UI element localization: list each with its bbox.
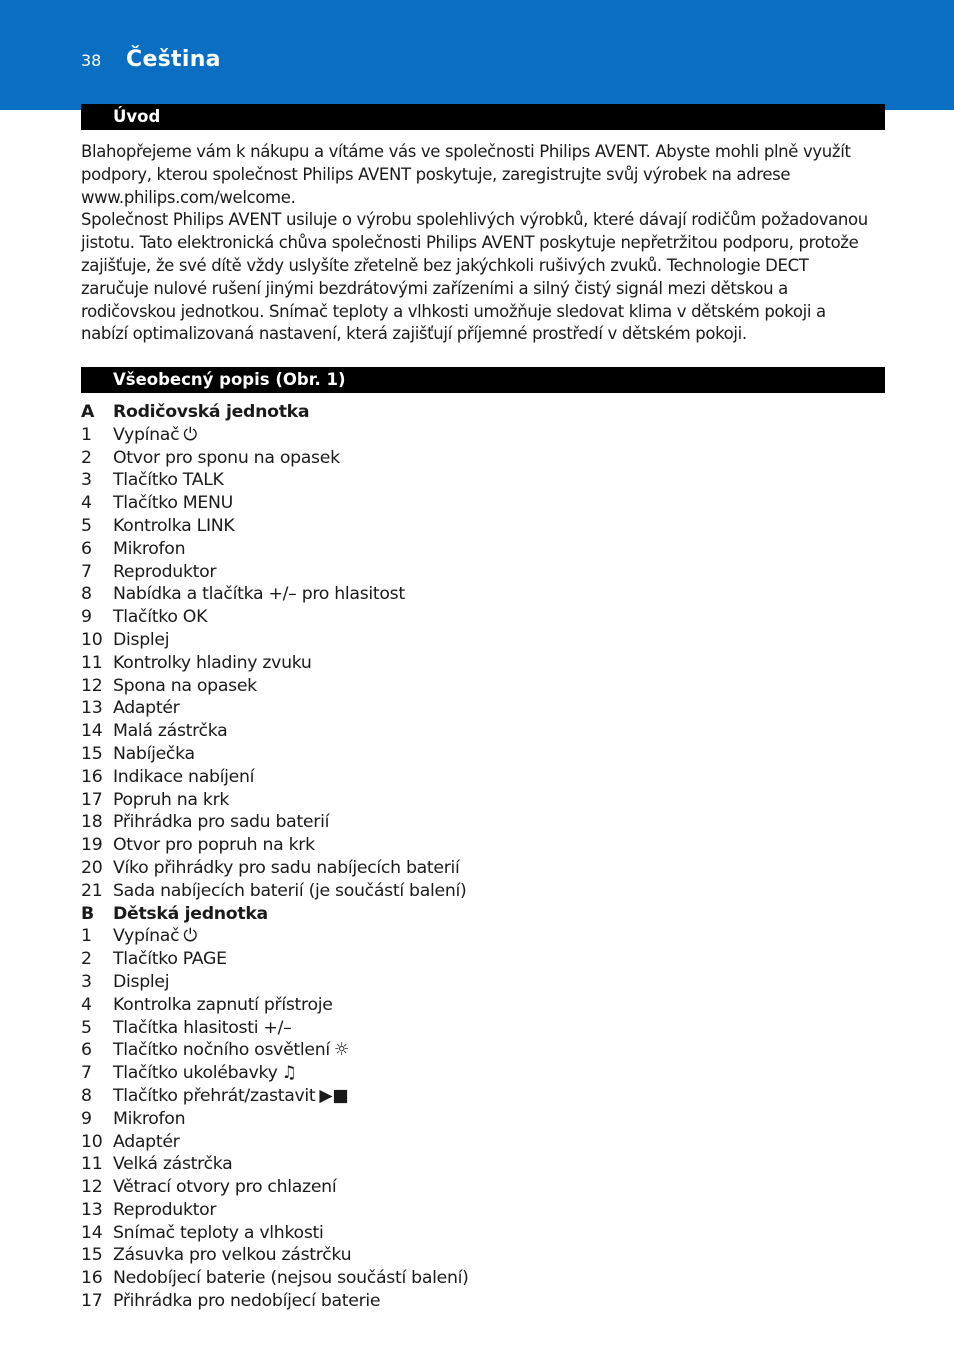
item-label: Sada nabíjecích baterií (je součástí balení) <box>113 880 467 901</box>
item-number: 4 <box>81 493 92 514</box>
list-item <box>81 515 861 538</box>
item-label: Víko přihrádky pro sadu nabíjecích baterií <box>113 857 460 878</box>
group-title: Dětská jednotka <box>113 903 268 924</box>
list-item <box>81 880 861 903</box>
list-item <box>81 1222 861 1245</box>
item-label: Přihrádka pro nedobíjecí baterie <box>113 1291 381 1312</box>
item-number: 16 <box>81 1268 103 1289</box>
item-number: 16 <box>81 766 103 787</box>
list-item <box>81 789 861 812</box>
list-item <box>81 1108 861 1131</box>
list-item <box>81 652 861 675</box>
list-item <box>81 1244 861 1267</box>
item-number: 13 <box>81 698 103 719</box>
intro-paragraph: Společnost Philips AVENT usiluje o výrobu spolehlivých výrobků, které dávají rodičům požadovanou jistotu. Tato elektronická chůva společnosti Philips AVENT poskytuje nepřetržitou podporu, protože zajišťuje, že své dítě vždy uslyšíte zřetelně bez jakýchkoli rušivých zvuků. Technologie DECT zaručuje nulové rušení jinými bezdrátovými zařízeními a silný čistý signál mezi dětskou a rodičovskou jednotkou. Snímač teploty a vlhkosti umožňuje sledovat klima v dětském pokoji a nabízí optimalizovaná nastavení, která zajišťují příjemné prostředí v dětském pokoji. <box>81 210 868 344</box>
item-number: 10 <box>81 629 103 650</box>
item-number: 13 <box>81 1199 103 1220</box>
list-item <box>81 1085 861 1108</box>
item-number: 14 <box>81 721 103 742</box>
section-heading-intro: Úvod <box>81 104 885 130</box>
item-label: Malá zástrčka <box>113 721 228 742</box>
item-label: Tlačítko přehrát/zastavit ▶■ <box>113 1085 349 1106</box>
list-item <box>81 994 861 1017</box>
item-label: Nabíječka <box>113 743 195 764</box>
item-number: 15 <box>81 1245 103 1266</box>
list-item <box>81 1153 861 1176</box>
item-label: Adaptér <box>113 1131 180 1152</box>
item-label: Indikace nabíjení <box>113 766 255 787</box>
item-label: Tlačítko MENU <box>113 493 233 514</box>
list-item <box>81 743 861 766</box>
item-label: Nedobíjecí baterie (nejsou součástí balení) <box>113 1268 469 1289</box>
list-item <box>81 697 861 720</box>
item-label: Kontrolka LINK <box>113 515 235 536</box>
item-symbol-icon: ⏻ <box>183 926 197 947</box>
item-label: Adaptér <box>113 698 180 719</box>
item-number: 5 <box>81 515 92 536</box>
item-number: 7 <box>81 561 92 582</box>
item-number: 4 <box>81 994 92 1015</box>
item-number: 1 <box>81 424 92 445</box>
item-symbol-icon: ☼ <box>333 1040 350 1061</box>
list-item <box>81 811 861 834</box>
list-item <box>81 857 861 880</box>
list-item <box>81 469 861 492</box>
item-number: 8 <box>81 1085 92 1106</box>
list-item <box>81 538 861 561</box>
list-item <box>81 834 861 857</box>
item-number: 20 <box>81 857 103 878</box>
item-label: Nabídka a tlačítka +/– pro hlasitost <box>113 584 405 605</box>
list-item <box>81 1017 861 1040</box>
item-label: Kontrolka zapnutí přístroje <box>113 994 333 1015</box>
list-item <box>81 1290 861 1313</box>
item-number: 3 <box>81 470 92 491</box>
list-item <box>81 1176 861 1199</box>
list-item <box>81 1199 861 1222</box>
list-item <box>81 925 861 948</box>
group-letter: B <box>81 903 94 924</box>
item-label: Zásuvka pro velkou zástrčku <box>113 1245 352 1266</box>
item-number: 5 <box>81 1017 92 1038</box>
item-label: Vypínač ⏻ <box>113 926 197 947</box>
item-symbol-icon: ⏻ <box>183 424 197 445</box>
item-number: 10 <box>81 1131 103 1152</box>
group-title: Rodičovská jednotka <box>113 402 310 422</box>
list-item <box>81 1267 861 1290</box>
item-label: Displej <box>113 629 170 650</box>
page-number: 38 <box>81 51 102 70</box>
item-number: 9 <box>81 607 92 628</box>
item-label: Tlačítko TALK <box>113 470 224 491</box>
item-number: 1 <box>81 926 92 947</box>
parts-list <box>81 401 861 1313</box>
item-number: 11 <box>81 652 103 673</box>
item-number: 12 <box>81 675 103 696</box>
item-label: Popruh na krk <box>113 789 230 810</box>
item-label: Displej <box>113 971 170 992</box>
item-label: Mikrofon <box>113 538 186 559</box>
item-label: Velká zástrčka <box>113 1154 233 1175</box>
item-number: 17 <box>81 1291 103 1312</box>
item-number: 19 <box>81 835 103 856</box>
item-number: 2 <box>81 949 92 970</box>
item-number: 8 <box>81 584 92 605</box>
item-label: Spona na opasek <box>113 675 257 696</box>
list-item <box>81 1131 861 1154</box>
baby-unit-heading <box>81 903 861 926</box>
item-label: Kontrolky hladiny zvuku <box>113 652 312 673</box>
language-title: Čeština <box>126 47 221 72</box>
list-item <box>81 606 861 629</box>
list-item <box>81 583 861 606</box>
item-label: Tlačítko ukolébavky ♫ <box>113 1063 297 1084</box>
item-label: Tlačítko nočního osvětlení ☼ <box>113 1040 350 1061</box>
list-item <box>81 971 861 994</box>
section-heading-description: Všeobecný popis (Obr. 1) <box>81 367 885 393</box>
item-label: Přihrádka pro sadu baterií <box>113 812 330 833</box>
list-item <box>81 766 861 789</box>
list-item <box>81 561 861 584</box>
item-label: Tlačítko PAGE <box>113 949 227 970</box>
intro-text <box>81 141 871 346</box>
item-label: Otvor pro popruh na krk <box>113 835 315 856</box>
list-item <box>81 948 861 971</box>
list-item <box>81 492 861 515</box>
list-item <box>81 675 861 698</box>
item-label: Reproduktor <box>113 1199 217 1220</box>
item-label: Tlačítko OK <box>113 607 208 628</box>
item-number: 3 <box>81 971 92 992</box>
item-label: Snímač teploty a vlhkosti <box>113 1222 324 1243</box>
list-item <box>81 424 861 447</box>
item-number: 12 <box>81 1177 103 1198</box>
item-number: 21 <box>81 880 103 901</box>
item-number: 6 <box>81 1040 92 1061</box>
item-label: Reproduktor <box>113 561 217 582</box>
item-label: Mikrofon <box>113 1108 186 1129</box>
item-number: 6 <box>81 538 92 559</box>
item-number: 7 <box>81 1063 92 1084</box>
group-letter: A <box>81 402 95 422</box>
list-item <box>81 629 861 652</box>
item-label: Tlačítka hlasitosti +/– <box>113 1017 292 1038</box>
item-number: 15 <box>81 743 103 764</box>
item-number: 18 <box>81 812 103 833</box>
list-item <box>81 720 861 743</box>
list-item <box>81 1039 861 1062</box>
item-label: Vypínač ⏻ <box>113 424 197 445</box>
item-label: Otvor pro sponu na opasek <box>113 447 340 468</box>
intro-paragraph: Blahopřejeme vám k nákupu a vítáme vás ve společnosti Philips AVENT. Abyste mohli plně využít podpory, kterou společnost Philips AVENT poskytuje, zaregistrujte svůj výrobek na adrese www.philips.com/welcome. <box>81 142 851 207</box>
item-number: 14 <box>81 1222 103 1243</box>
item-number: 2 <box>81 447 92 468</box>
item-symbol-icon: ▶■ <box>319 1085 349 1106</box>
list-item <box>81 447 861 470</box>
parent-unit-heading <box>81 401 861 424</box>
item-number: 17 <box>81 789 103 810</box>
item-number: 11 <box>81 1154 103 1175</box>
item-label: Větrací otvory pro chlazení <box>113 1177 337 1198</box>
item-number: 9 <box>81 1108 92 1129</box>
item-symbol-icon: ♫ <box>281 1063 297 1084</box>
list-item <box>81 1062 861 1085</box>
